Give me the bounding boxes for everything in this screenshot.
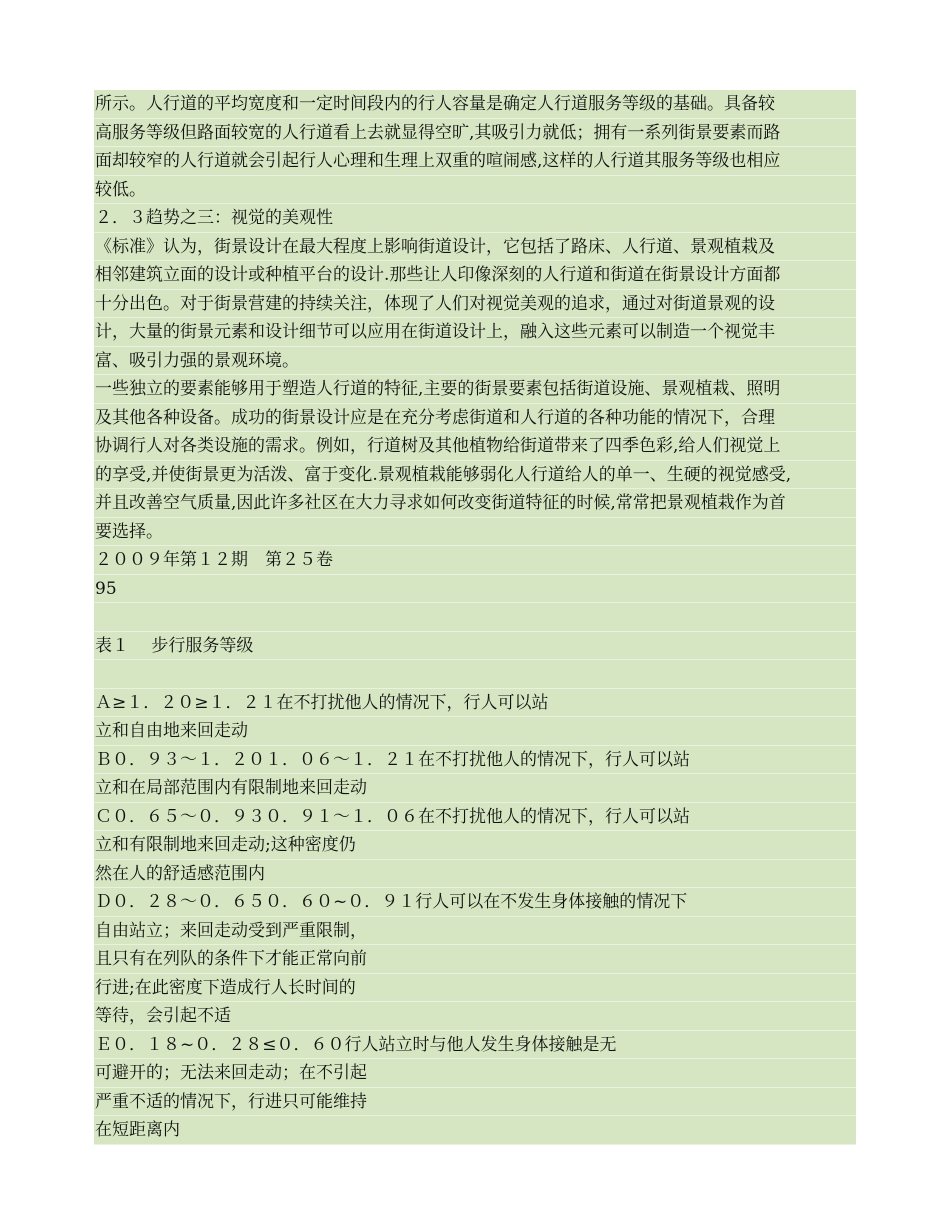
table-row-text: 立和自由地来回走动 <box>94 717 856 746</box>
text-line: 相邻建筑立面的设计或种植平台的设计.那些让人印像深刻的人行道和街道在街景设计方面都 <box>94 261 856 290</box>
document-page <box>94 90 856 1145</box>
text-line: 富、吸引力强的景观环境。 <box>94 347 856 376</box>
table-row-text: Ｃ０．６５～０．９３０．９１～１．０６在不打扰他人的情况下，行人可以站 <box>94 803 856 832</box>
text-line: 所示。人行道的平均宽度和一定时间段内的行人容量是确定人行道服务等级的基础。具备较 <box>94 90 856 119</box>
table-row-text: 行进;在此密度下造成行人长时间的 <box>94 974 856 1003</box>
text-line: 十分出色。对于街景营建的持续关注，体现了人们对视觉美观的追求，通过对街道景观的设 <box>94 290 856 319</box>
text-line: 协调行人对各类设施的需求。例如，行道树及其他植物给街道带来了四季色彩,给人们视觉上 <box>94 432 856 461</box>
text-line: 《标准》认为，街景设计在最大程度上影响街道设计，它包括了路床、人行道、景观植栽及 <box>94 233 856 262</box>
table-row-text: 且只有在列队的条件下才能正常向前 <box>94 945 856 974</box>
table-row-text: 等待，会引起不适 <box>94 1002 856 1031</box>
table-row-text: 严重不适的情况下，行进只可能维持 <box>94 1088 856 1117</box>
text-line: 的享受,并使街景更为活泼、富于变化.景观植栽能够弱化人行道给人的单一、生硬的视觉感受, <box>94 461 856 490</box>
table-row-text: 然在人的舒适感范围内 <box>94 860 856 889</box>
text-line: 较低。 <box>94 176 856 205</box>
table-row-text: Ｄ０．２８～０．６５０．６０~０．９１行人可以在不发生身体接触的情况下 <box>94 888 856 917</box>
section-heading: ２．３趋势之三：视觉的美观性 <box>94 204 856 233</box>
text-line: 并且改善空气质量,因此许多社区在大力寻求如何改变街道特征的时候,常常把景观植栽作为首 <box>94 489 856 518</box>
table-row-text: 自由站立；来回走动受到严重限制， <box>94 917 856 946</box>
table-caption: 表１ 步行服务等级 <box>94 632 856 661</box>
text-line: 要选择。 <box>94 518 856 547</box>
table-row-text: 在短距离内 <box>94 1116 856 1145</box>
table-row-text: Ｅ０．１８~０．２８≤０．６０行人站立时与他人发生身体接触是无 <box>94 1031 856 1060</box>
text-line: 高服务等级但路面较宽的人行道看上去就显得空旷,其吸引力就低；拥有一系列街景要素而路 <box>94 119 856 148</box>
table-row-text: 立和在局部范围内有限制地来回走动 <box>94 774 856 803</box>
table-row-text: Ｂ０．９３～１．２０１．０６～１．２１在不打扰他人的情况下，行人可以站 <box>94 746 856 775</box>
journal-issue: ２００９年第１２期 第２５卷 <box>94 546 856 575</box>
text-line: 面却较窄的人行道就会引起行人心理和生理上双重的喧闹感,这样的人行道其服务等级也相应 <box>94 147 856 176</box>
text-line: 计，大量的街景元素和设计细节可以应用在街道设计上，融入这些元素可以制造一个视觉丰 <box>94 318 856 347</box>
page-number: 95 <box>94 575 856 604</box>
text-line: 及其他各种设备。成功的街景设计应是在充分考虑街道和人行道的各种功能的情况下，合理 <box>94 404 856 433</box>
table-row-text: 立和有限制地来回走动;这种密度仍 <box>94 831 856 860</box>
blank-line <box>94 660 856 689</box>
text-line: 一些独立的要素能够用于塑造人行道的特征,主要的街景要素包括街道设施、景观植栽、照明 <box>94 375 856 404</box>
table-row-text: 可避开的；无法来回走动；在不引起 <box>94 1059 856 1088</box>
blank-line <box>94 603 856 632</box>
table-row-text: Ａ≥１．２０≥１．２１在不打扰他人的情况下，行人可以站 <box>94 689 856 718</box>
